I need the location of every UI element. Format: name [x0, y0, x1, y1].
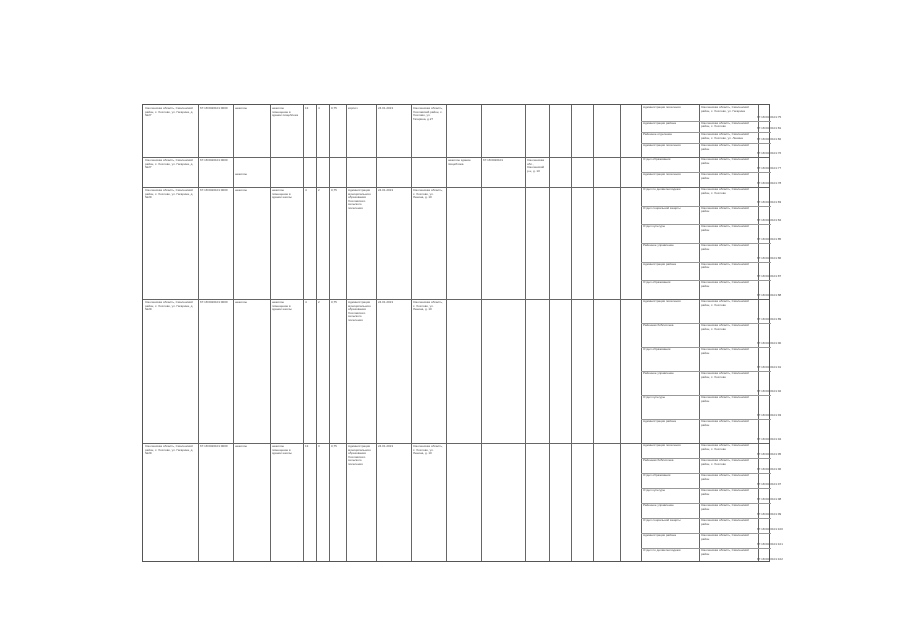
- sub-row-code: 67:18:0020101:81: [757, 127, 782, 131]
- sub-row-name: Районное управление: [643, 372, 674, 375]
- sub-row-name: Районное отделение: [643, 133, 673, 137]
- column-divider: [346, 105, 347, 561]
- sub-row-name: Отдел социальной защиты: [643, 206, 681, 210]
- sub-row-address: Смоленская область, Смоленский район, с. Хохлово: [701, 188, 749, 195]
- sub-row-code: 67:18:0020101:94: [757, 438, 782, 441]
- sub-row-code: 67:18:0020101:92: [757, 390, 782, 393]
- sub-row-address: Смоленская область, Смоленский район: [701, 549, 749, 556]
- cell-purpose: нежилое помещение в здании школы: [272, 189, 292, 200]
- column-divider: [233, 105, 234, 561]
- sub-row-name: Администрация поселения: [643, 300, 681, 303]
- cell-object-type: нежилое: [235, 189, 248, 192]
- cell-owner: [413, 159, 444, 177]
- cell-owner: Смоленская область, с. Хохлово, ул. Ленина, д. 10: [413, 301, 443, 312]
- column-divider: [446, 105, 447, 561]
- sub-row-address: Смоленская область, Смоленский район: [701, 396, 749, 403]
- sub-row-name: Администрация района: [643, 262, 676, 266]
- sub-row-code: 67:18:0020101:75: [757, 115, 782, 119]
- column-divider: [376, 105, 377, 561]
- cell-n2: 3: [318, 445, 320, 448]
- sub-row-name: Администрация поселения: [643, 444, 681, 447]
- cell-object-type: нежилое: [235, 173, 248, 176]
- sub-row-address: Смоленская область, Смоленский район: [701, 144, 749, 152]
- sub-row-name: Администрация района: [643, 420, 676, 423]
- column-divider: [525, 105, 526, 561]
- sub-row-code: 67:18:0020101:86: [757, 256, 782, 260]
- cell-address: Смоленская область, Смоленский район, с. Хохлово, ул. Гагарина, д.№27: [145, 159, 194, 170]
- cell-extra: 67:18:0020101: [483, 159, 504, 162]
- sub-row-name: Районное управление: [643, 244, 674, 247]
- sub-row-code: 67:18:0020101:101: [757, 543, 783, 546]
- cell-n2: 4: [318, 107, 320, 110]
- cell-purpose: нежилое помещение в здании пищеблока: [272, 107, 299, 118]
- column-divider: [593, 105, 594, 561]
- sub-row-name: Отдел образования: [643, 474, 671, 477]
- cell-n2: 2: [318, 189, 320, 192]
- sub-row-address: Смоленская область, Смоленский район, с. Хохлово, ул. Гагарина: [701, 106, 749, 113]
- sub-row-address: Смоленская область, Смоленский район: [701, 348, 749, 355]
- sub-row-code: 67:18:0020101:95: [757, 453, 782, 456]
- sub-row-address: Смоленская область, Смоленский район, с. Хохлово: [701, 459, 749, 466]
- sub-row-address: Смоленская область, Смоленский район: [701, 474, 749, 481]
- sub-row-code: 67:18:0020101:91: [757, 366, 782, 369]
- sub-row-name: Отдел по делам молодежи: [643, 549, 681, 552]
- sub-row-address: Смоленская область, Смоленский район: [701, 504, 749, 511]
- cell-n2: 2: [318, 301, 320, 304]
- sub-row-address: Смоленская область, Смоленский район: [701, 225, 749, 232]
- cell-date: 24.01.2013: [378, 107, 394, 110]
- sub-row-name: Администрация поселения: [643, 144, 681, 148]
- sub-row-code: 67:18:0020101:76: [757, 152, 782, 155]
- column-divider: [758, 105, 759, 561]
- cell-cadastral-number: 67:18:0020101:0000: [200, 107, 228, 110]
- cell-address: Смоленская область, Смоленский район, с. Хохлово, ул. Гагарина, д.№29: [145, 301, 194, 312]
- sub-row-address: Смоленская область, Смоленский район: [701, 420, 749, 427]
- cell-n1: 4: [305, 189, 307, 192]
- column-divider: [316, 105, 317, 561]
- column-divider: [571, 105, 572, 561]
- sub-row-name: Отдел культуры: [643, 489, 666, 492]
- sub-row-address: Смоленская область, Смоленский район, с. Хохлово: [701, 324, 749, 331]
- sub-row-address: Смоленская область, Смоленский район: [701, 262, 749, 270]
- cell-owner: Смоленская область, с. Хохлово, ул. Ленина, д. 10: [413, 445, 443, 456]
- cell-n3: 0,75: [331, 301, 337, 304]
- sub-row-address: Смоленская область, Смоленский район, с. Хохлово: [701, 300, 749, 307]
- sub-row-name: Администрация поселения: [643, 106, 681, 109]
- cell-object-type: нежилое: [235, 107, 248, 110]
- sub-row-address: Смоленская область, Смоленский район, с. Хохлово: [701, 121, 749, 129]
- cell-address: Смоленская область, Смоленский район, с. Хохлово, ул. Гагарина, д.№29: [145, 189, 194, 200]
- sub-row-code: 67:18:0020101:96: [757, 468, 782, 471]
- sub-row-name: Отдел по делам молодежи: [643, 188, 681, 191]
- sub-row-code: 67:18:0020101:102: [757, 558, 783, 561]
- sub-row-name: Отдел образования: [643, 281, 671, 285]
- column-divider: [481, 105, 482, 561]
- sub-row-name: Районное управление: [643, 504, 674, 507]
- cell-n2: [318, 159, 328, 164]
- sub-row-address: Смоленская область, Смоленский район, с. Хохлово: [701, 444, 749, 451]
- cell-n3: 0,75: [331, 107, 337, 110]
- cell-owner: Смоленская область, Хохловский район, с. Хохлово, ул. Гагарина, д.27: [413, 107, 443, 121]
- cell-extra: нежилое здание пищеблока: [448, 159, 471, 166]
- sub-row-name: Отдел культуры: [643, 396, 666, 399]
- sub-row-code: 67:18:0020101:77: [757, 167, 782, 170]
- sub-row-name: Администрация района: [643, 121, 676, 125]
- cell-n1: 13: [305, 445, 309, 448]
- sub-row-code: 67:18:0020101:90: [757, 342, 782, 345]
- sub-row-code: 67:18:0020101:82: [757, 138, 782, 142]
- column-divider: [411, 105, 412, 561]
- sub-row-code: 67:18:0020101:89: [757, 318, 782, 321]
- cell-purpose: нежилое помещение в здании школы: [272, 445, 292, 456]
- sub-row-code: 67:18:0020101:83: [757, 200, 782, 204]
- sub-row-address: Смоленская область, Смоленский район, с. Хохлово, ул. Ленина: [701, 133, 749, 140]
- cell-holder: Администрация муниципального образования Хохловского сельского поселения: [348, 445, 371, 466]
- cell-object-type: нежилое: [235, 445, 248, 448]
- column-divider: [641, 105, 642, 561]
- cell-address: Смоленская область, Смоленский район, с. Хохлово, ул. Гагарина, д.№29: [145, 445, 194, 456]
- column-divider: [198, 105, 199, 561]
- sub-row-name: Отдел социальной защиты: [643, 519, 681, 522]
- sub-row-code: 67:18:0020101:85: [757, 238, 782, 241]
- sub-row-address: Смоленская область, Смоленский район: [701, 281, 749, 288]
- register-table: [142, 104, 783, 562]
- cell-cadastral-number: 67:18:0020101:0000: [200, 445, 228, 448]
- column-divider: [549, 105, 550, 561]
- cell-holder: Администрация муниципального образования Хохловского сельского поселения: [348, 301, 371, 322]
- cell-n3: 0,75: [331, 445, 337, 448]
- cell-object-type: нежилое: [235, 301, 248, 304]
- sub-row-address: Смоленская область, Смоленский район: [701, 489, 749, 496]
- sub-row-code: 67:18:0020101:98: [757, 498, 782, 501]
- cell-cadastral-number: 67:18:0020101:0000: [200, 189, 228, 192]
- sub-row-address: Смоленская область, Смоленский район: [701, 173, 749, 180]
- sub-row-code: 67:18:0020101:97: [757, 483, 782, 486]
- cell-purpose: нежилое помещение в здании школы: [272, 301, 292, 312]
- sub-row-address: Смоленская область, Смоленский район: [701, 244, 749, 251]
- cell-date: 24.01.2013: [378, 189, 394, 192]
- column-divider: [329, 105, 330, 561]
- cell-date: 24.01.2013: [378, 301, 394, 304]
- sub-row-name: Отдел культуры: [643, 225, 666, 229]
- column-divider: [303, 105, 304, 561]
- cell-n3: 0,75: [331, 189, 337, 192]
- cell-n1: 13: [305, 107, 309, 110]
- sub-row-code: 67:18:0020101:84: [757, 219, 782, 223]
- cell-n3: [331, 159, 345, 164]
- cell-cadastral-number: 67:18:0020101:0000: [200, 159, 228, 162]
- sub-row-code: 67:18:0020101:78: [757, 182, 782, 185]
- cell-holder: кирпич: [348, 107, 358, 110]
- column-divider: [270, 105, 271, 561]
- sub-row-code: 67:18:0020101:88: [757, 294, 782, 297]
- sub-row-address: Смоленская область, Смоленский район: [701, 519, 749, 526]
- sub-row-name: Отдел образования: [643, 348, 671, 351]
- cell-date: 24.01.2013: [378, 445, 394, 448]
- sub-row-name: Администрация поселения: [643, 173, 681, 176]
- cell-owner: Смоленская область, с. Хохлово, ул. Ленина, д. 10: [413, 189, 443, 200]
- cell-purpose: [272, 159, 301, 183]
- sub-row-address: Смоленская область, Смоленский район: [701, 534, 749, 541]
- cell-cadastral-number: 67:18:0020101:0000: [200, 301, 228, 304]
- sub-row-name: Отдел образования: [643, 158, 671, 161]
- cell-holder: [348, 159, 374, 181]
- column-divider: [699, 105, 700, 561]
- sub-row-name: Районная библиотека: [643, 459, 674, 462]
- cell-extra: Смоленская обл., Смоленский р-н, д. 10: [527, 159, 545, 173]
- cell-holder: Администрация муниципального образования Хохловского сельского поселения: [348, 189, 371, 210]
- cell-n1: 4: [305, 301, 307, 304]
- column-divider: [620, 105, 621, 561]
- cell-address: Смоленская область, Смоленский район, с. Хохлово, ул. Гагарина, д.№27: [145, 107, 194, 118]
- sub-row-code: 67:18:0020101:93: [757, 414, 782, 417]
- sub-row-code: 67:18:0020101:99: [757, 513, 782, 516]
- cell-date: [378, 159, 409, 164]
- sub-row-address: Смоленская область, Смоленский район: [701, 158, 749, 165]
- sub-row-name: Районная библиотека: [643, 324, 674, 327]
- cell-n1: [305, 159, 315, 164]
- sub-row-name: Администрация района: [643, 534, 676, 537]
- sub-row-address: Смоленская область, Смоленский район, с. Хохлово: [701, 372, 749, 379]
- sub-row-code: 67:18:0020101:87: [757, 275, 782, 279]
- sub-row-address: Смоленская область, Смоленский район: [701, 206, 749, 214]
- sub-row-code: 67:18:0020101:100: [757, 528, 783, 531]
